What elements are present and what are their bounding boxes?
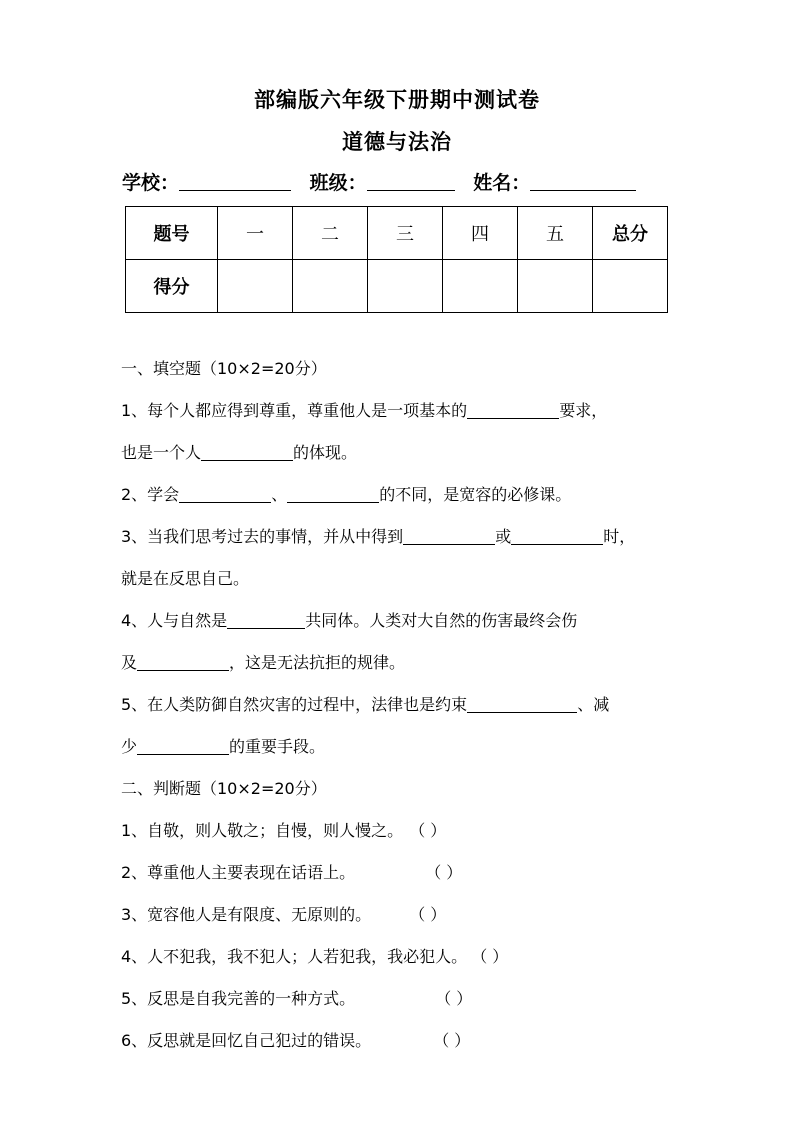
score-cell[interactable]	[443, 260, 518, 313]
answer-blank[interactable]	[287, 485, 379, 503]
question-text: 要求，	[559, 401, 608, 420]
answer-blank[interactable]	[403, 527, 495, 545]
judgment-text: 4、人不犯我，我不犯人；人若犯我，我必犯人。	[121, 947, 468, 966]
question-text: 少	[121, 737, 138, 756]
question-line	[121, 485, 571, 505]
answer-blank[interactable]	[179, 485, 271, 503]
question-line	[121, 737, 325, 757]
question-line	[121, 443, 357, 463]
exam-title: 部编版六年级下册期中测试卷	[254, 87, 540, 112]
question-text: 及	[121, 653, 138, 672]
answer-parentheses[interactable]: （ ）	[435, 989, 473, 1008]
score-label: 得分	[126, 260, 218, 313]
question-text: 3、当我们思考过去的事情，并从中得到	[121, 527, 404, 546]
question-text: 、减	[577, 695, 610, 714]
score-table-header-row	[126, 207, 668, 260]
answer-blank[interactable]	[201, 443, 293, 461]
answer-blank[interactable]	[137, 737, 229, 755]
question-text: 共同体。人类对大自然的伤害最终会伤	[305, 611, 578, 630]
judgment-item	[121, 1031, 470, 1051]
judgment-text: 5、反思是自我完善的一种方式。	[121, 989, 356, 1008]
question-number-label: 题号	[126, 207, 218, 260]
question-line	[121, 401, 607, 421]
answer-parentheses[interactable]: （ ）	[425, 863, 463, 882]
judgment-item	[121, 905, 446, 925]
judgment-text: 6、反思就是回忆自己犯过的错误。	[121, 1031, 372, 1050]
answer-blank[interactable]	[511, 527, 603, 545]
total-score-label: 总分	[593, 207, 668, 260]
judgment-item	[121, 821, 446, 841]
question-text: 的体现。	[293, 443, 358, 462]
question-line	[121, 527, 635, 547]
name-label: 姓名：	[473, 172, 531, 194]
question-text: 也是一个人	[121, 443, 202, 462]
section-2-cell: 二	[293, 207, 368, 260]
question-text: 4、人与自然是	[121, 611, 228, 630]
question-text: ，这是无法抗拒的规律。	[229, 653, 406, 672]
answer-blank[interactable]	[467, 401, 559, 419]
school-label: 学校：	[122, 172, 180, 194]
question-text: 1、每个人都应得到尊重，尊重他人是一项基本的	[121, 401, 468, 420]
question-line	[121, 611, 577, 631]
judgment-item	[121, 863, 462, 883]
section-1-heading: 一、填空题（10×2=20分）	[121, 359, 327, 378]
class-label: 班级：	[309, 172, 367, 194]
exam-subject: 道德与法治	[342, 129, 452, 154]
answer-blank[interactable]	[227, 611, 305, 629]
question-line	[121, 695, 609, 715]
judgment-text: 3、宽容他人是有限度、无原则的。	[121, 905, 372, 924]
judgment-item	[121, 989, 472, 1009]
score-cell[interactable]	[518, 260, 593, 313]
score-cell[interactable]	[593, 260, 668, 313]
question-text: 的重要手段。	[229, 737, 326, 756]
question-line	[121, 653, 405, 673]
score-cell[interactable]	[368, 260, 443, 313]
section-2-heading: 二、判断题（10×2=20分）	[121, 779, 327, 798]
school-field[interactable]	[179, 170, 291, 191]
answer-parentheses[interactable]: （ ）	[433, 1031, 471, 1050]
class-field[interactable]	[367, 170, 455, 191]
question-text: 的不同，是宽容的必修课。	[379, 485, 572, 504]
section-5-cell: 五	[518, 207, 593, 260]
score-table-score-row	[126, 260, 668, 313]
judgment-text: 2、尊重他人主要表现在话语上。	[121, 863, 356, 882]
score-cell[interactable]	[218, 260, 293, 313]
section-3-cell: 三	[368, 207, 443, 260]
score-table	[125, 206, 668, 313]
question-text: 、	[271, 485, 288, 504]
answer-parentheses[interactable]: （ ）	[409, 821, 447, 840]
answer-parentheses[interactable]: （ ）	[471, 947, 509, 966]
question-text: 或	[495, 527, 512, 546]
question-line: 就是在反思自己。	[121, 569, 250, 588]
judgment-text: 1、自敬，则人敬之；自慢，则人慢之。	[121, 821, 404, 840]
question-text: 5、在人类防御自然灾害的过程中，法律也是约束	[121, 695, 468, 714]
answer-blank[interactable]	[137, 653, 229, 671]
section-1-cell: 一	[218, 207, 293, 260]
question-text: 2、学会	[121, 485, 180, 504]
question-text: 时，	[603, 527, 636, 546]
answer-blank[interactable]	[467, 695, 577, 713]
score-cell[interactable]	[293, 260, 368, 313]
name-field[interactable]	[530, 170, 636, 191]
answer-parentheses[interactable]: （ ）	[409, 905, 447, 924]
student-info-row	[122, 168, 636, 195]
judgment-item	[121, 947, 508, 967]
section-4-cell: 四	[443, 207, 518, 260]
